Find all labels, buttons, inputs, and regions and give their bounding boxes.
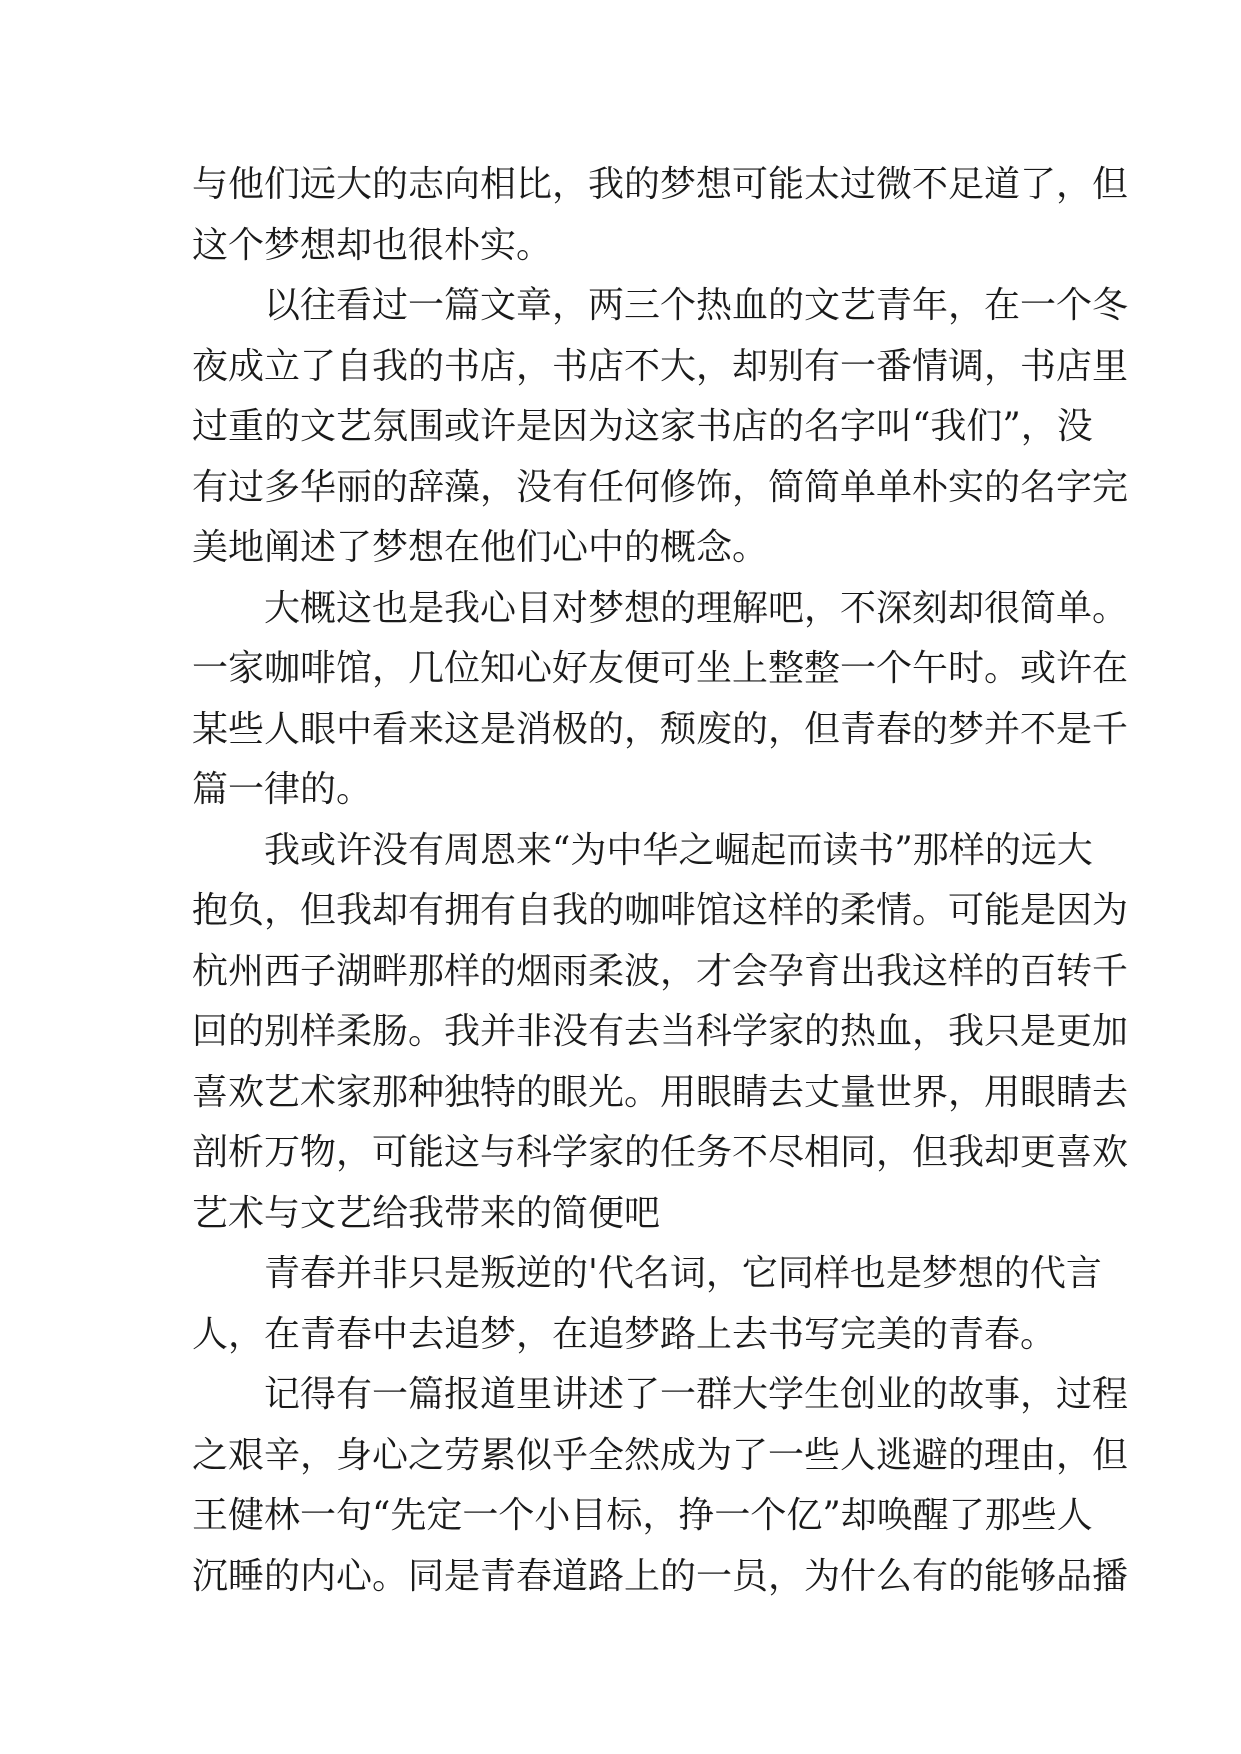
text-line: 有过多华丽的辞藻，没有任何修饰，简简单单朴实的名字完 bbox=[192, 466, 1129, 508]
text-line: 艺术与文艺给我带来的简便吧 bbox=[192, 1192, 661, 1234]
text-line: 回的别样柔肠。我并非没有去当科学家的热血，我只是更加 bbox=[192, 1011, 1129, 1052]
text-line: 以往看过一篇文章，两三个热血的文艺青年，在一个冬 bbox=[264, 285, 1129, 326]
text-line: 与他们远大的志向相比，我的梦想可能太过微不足道了，但 bbox=[192, 164, 1129, 205]
text-line: 这个梦想却也很朴实。 bbox=[192, 224, 553, 266]
text-line: 杭州西子湖畔那样的烟雨柔波，才会孕育出我这样的百转千 bbox=[192, 950, 1129, 992]
text-line: 剖析万物，可能这与科学家的任务不尽相同，但我却更喜欢 bbox=[192, 1132, 1129, 1173]
text-line: 过重的文艺氛围或许是因为这家书店的名字叫“我们”，没 bbox=[192, 406, 1093, 447]
text-line: 王健林一句“先定一个小目标，挣一个亿”却唤醒了那些人 bbox=[192, 1495, 1093, 1536]
paragraph bbox=[192, 1365, 1129, 1607]
paragraph bbox=[192, 155, 1129, 276]
paragraph bbox=[192, 579, 1129, 821]
text-line: 喜欢艺术家那种独特的眼光。用眼睛去丈量世界，用眼睛去 bbox=[192, 1071, 1129, 1113]
text-line: 篇一律的。 bbox=[192, 769, 373, 810]
text-line: 某些人眼中看来这是消极的，颓废的，但青春的梦并不是千 bbox=[192, 708, 1129, 750]
text-line: 夜成立了自我的书店，书店不大，却别有一番情调，书店里 bbox=[192, 345, 1129, 387]
paragraph bbox=[192, 1244, 1102, 1365]
text-line: 沉睡的内心。同是青春道路上的一员，为什么有的能够品播 bbox=[192, 1555, 1129, 1597]
document-body bbox=[192, 155, 1129, 1607]
text-line: 人，在青春中去追梦，在追梦路上去书写完美的青春。 bbox=[192, 1313, 1057, 1355]
text-line: 我或许没有周恩来“为中华之崛起而读书”那样的远大 bbox=[264, 829, 1093, 871]
text-line: 抱负，但我却有拥有自我的咖啡馆这样的柔情。可能是因为 bbox=[192, 890, 1129, 931]
text-line: 美地阐述了梦想在他们心中的概念。 bbox=[192, 527, 769, 568]
text-line: 一家咖啡馆，几位知心好友便可坐上整整一个午时。或许在 bbox=[192, 648, 1129, 689]
text-line: 之艰辛，身心之劳累似乎全然成为了一些人逃避的理由，但 bbox=[192, 1434, 1129, 1476]
paragraph bbox=[192, 821, 1129, 1245]
text-line: 记得有一篇报道里讲述了一群大学生创业的故事，过程 bbox=[264, 1374, 1129, 1415]
text-line: 青春并非只是叛逆的'代名词，它同样也是梦想的代言 bbox=[264, 1253, 1102, 1294]
text-line: 大概这也是我心目对梦想的理解吧，不深刻却很简单。 bbox=[264, 587, 1129, 629]
paragraph bbox=[192, 276, 1129, 579]
